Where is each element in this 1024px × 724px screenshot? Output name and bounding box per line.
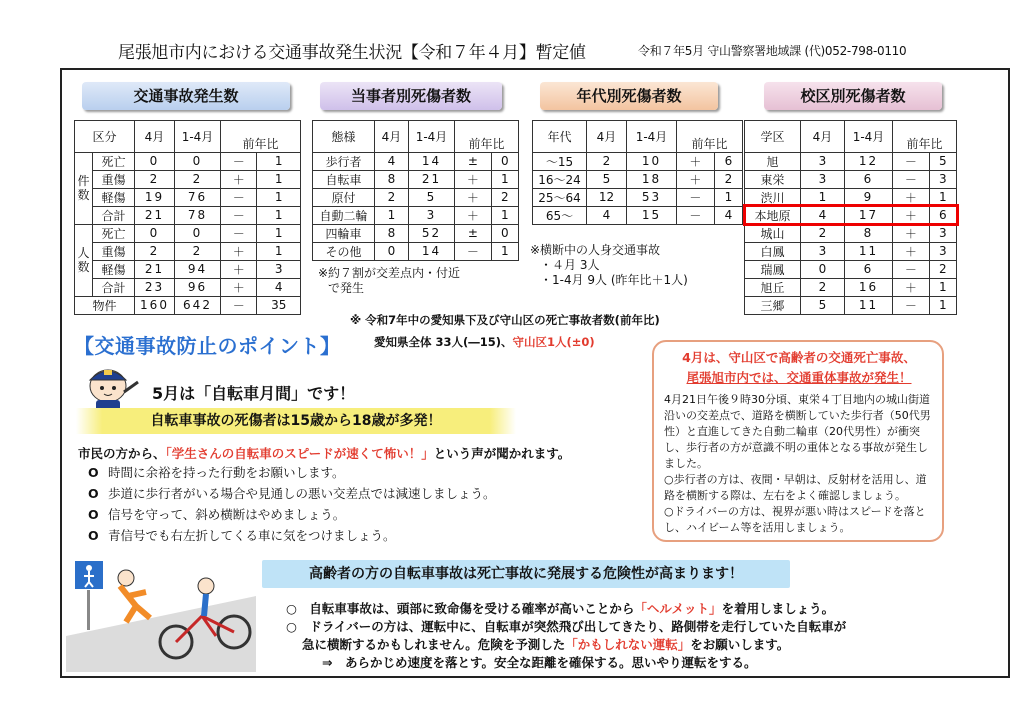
list-item	[286, 618, 846, 636]
table-cell: ＋	[455, 188, 492, 206]
table-cell: 642	[175, 296, 221, 314]
table-cell: 城山	[745, 224, 801, 242]
table-cell: 前年比	[455, 135, 519, 153]
table-cell: 12	[845, 152, 893, 170]
table-cell: 三郷	[745, 296, 801, 314]
table-cell: ＋	[455, 170, 492, 188]
table-cell: 19	[135, 188, 175, 206]
table-cell: 3	[801, 170, 845, 188]
table-cell: 10	[627, 152, 677, 170]
table-cell: 53	[627, 188, 677, 206]
table-cell: 78	[175, 206, 221, 224]
table-cell: 52	[409, 224, 455, 242]
table-cell: 死亡	[93, 152, 135, 170]
table-cell: －	[221, 224, 257, 242]
table-row	[745, 224, 957, 242]
table-cell: 白鳳	[745, 242, 801, 260]
table-cell: 8	[845, 224, 893, 242]
list-item	[88, 525, 496, 546]
table-row	[745, 170, 957, 188]
table-row	[533, 188, 743, 206]
table-cell: 2	[929, 260, 956, 278]
table-cell: －	[221, 206, 257, 224]
table-cell: 東栄	[745, 170, 801, 188]
table-cell: 6	[845, 170, 893, 188]
table-row	[75, 278, 301, 296]
table-row	[75, 296, 301, 314]
table-cell: 軽傷	[93, 188, 135, 206]
table-cell: 2	[714, 170, 742, 188]
table-row	[313, 242, 519, 260]
table-row	[533, 206, 743, 224]
table-cell: 1-4月	[409, 121, 455, 153]
table-cell: ＋	[893, 278, 930, 296]
table-cell: 35	[257, 296, 301, 314]
prevention-heading: 【交通事故防止のポイント】	[74, 334, 341, 358]
table-cell: －	[677, 206, 715, 224]
table-cell: －	[893, 260, 930, 278]
table-cell: 瑞鳳	[745, 260, 801, 278]
list-item	[286, 636, 846, 654]
list-item-text: 歩道に歩行者がいる場合や見通しの悪い交差点では減速しましょう。	[108, 486, 496, 501]
incident-body: 4月21日午後９時30分頃、東栄４丁目地内の城山街道沿いの交差点で、道路を横断していた歩行者（50代男性）と直進してきた自動二輪車（20代男性）が衝突し、歩行者の方が意識不明の重体となる事故が発生しました。 ○歩行者の方は、夜間・早朝は、反射材を活用し、道路を横断する際は、左右をよく確認しましょう。 ○ドライバーの方は、視界が悪い時はスピードを落とし、ハイビーム等を活用しましょう。	[664, 393, 931, 534]
table-cell: －	[677, 188, 715, 206]
table-cell	[677, 121, 743, 135]
table-row	[745, 242, 957, 260]
table-cell: 11	[845, 242, 893, 260]
table-cell: 3	[929, 170, 956, 188]
incident-info-box	[652, 340, 944, 542]
list-item	[88, 504, 496, 525]
table-cell: 5	[587, 170, 627, 188]
table-cell: 4月	[375, 121, 409, 153]
table-row	[313, 152, 519, 170]
table-cell: 14	[409, 152, 455, 170]
age-table	[532, 120, 743, 225]
table-cell: 16～24	[533, 170, 587, 188]
table-row	[313, 206, 519, 224]
table-cell: 3	[257, 260, 301, 278]
table-cell: 区分	[75, 121, 135, 153]
table-cell: ±	[455, 224, 492, 242]
table-row	[75, 170, 301, 188]
table-cell: ＋	[455, 206, 492, 224]
table-row	[533, 170, 743, 188]
table-cell: 0	[491, 152, 518, 170]
table-cell: －	[221, 296, 257, 314]
table-cell: 4	[801, 206, 845, 224]
table-cell: 3	[929, 242, 956, 260]
table-cell: 原付	[313, 188, 375, 206]
party-note-2: で発生	[328, 281, 365, 295]
table-row	[745, 278, 957, 296]
bicycle-accident-illustration	[66, 556, 256, 672]
table-cell: ～15	[533, 152, 587, 170]
death-moriyama: 守山区1人(±0)	[512, 335, 595, 349]
table-cell: 態様	[313, 121, 375, 153]
accident-count-table	[74, 120, 301, 315]
table-cell: 5	[929, 152, 956, 170]
table-cell: 1	[491, 242, 518, 260]
table-cell: 76	[175, 188, 221, 206]
table-cell: 8	[375, 224, 409, 242]
table-cell: 3	[801, 242, 845, 260]
table-cell: 5	[409, 188, 455, 206]
list-item-text: を着用しましょう。	[721, 601, 835, 616]
page-title: 尾張旭市内における交通事故発生状況【令和７年４月】暫定値	[118, 43, 586, 63]
list-item	[286, 600, 846, 618]
table-cell: 歩行者	[313, 152, 375, 170]
table-cell: 1	[929, 188, 956, 206]
table-cell: 0	[375, 242, 409, 260]
table-cell: 14	[409, 242, 455, 260]
table-cell: その他	[313, 242, 375, 260]
table-cell: 件数	[75, 152, 93, 224]
age-note-1: ※横断中の人身交通事故	[530, 243, 661, 257]
table-cell: 0	[175, 152, 221, 170]
school-table	[744, 120, 957, 315]
party-table	[312, 120, 519, 261]
citizen-voice: 市民の方から、「学生さんの自転車のスピードが速くて怖い！」という声が聞かれます。	[78, 446, 571, 461]
table-cell: ＋	[677, 170, 715, 188]
table-cell: 1	[375, 206, 409, 224]
table-cell: ±	[455, 152, 492, 170]
table-cell: 2	[491, 188, 518, 206]
table-cell: 1	[714, 188, 742, 206]
table-row	[745, 152, 957, 170]
table-cell: 前年比	[221, 135, 301, 153]
table-cell: 160	[135, 296, 175, 314]
list-item-text: ○ 自転車事故は、頭部に致命傷を受ける確率が高いことから	[286, 601, 635, 616]
table-cell: 旭丘	[745, 278, 801, 296]
table-row	[75, 260, 301, 278]
table-cell: ＋	[893, 188, 930, 206]
table-cell: 17	[845, 206, 893, 224]
table-cell: 3	[801, 152, 845, 170]
list-item-text: 青信号でも右左折してくる車に気をつけましょう。	[108, 528, 396, 543]
table-cell: －	[221, 152, 257, 170]
death-aichi: 愛知県全体 33人(―15)、	[374, 335, 513, 349]
table-cell: 21	[409, 170, 455, 188]
death-note: ※ 令和7年中の愛知県下及び守山区の死亡事故者数(前年比)	[350, 313, 660, 327]
elderly-banner: 高齢者の方の自転車事故は死亡事故に発展する危険性が高まります！	[262, 560, 790, 588]
table-cell: 旭	[745, 152, 801, 170]
table-cell: 前年比	[893, 135, 957, 153]
table-cell: 1	[929, 296, 956, 314]
table-row	[313, 170, 519, 188]
table-cell: 軽傷	[93, 260, 135, 278]
header-accidents: 交通事故発生数	[82, 82, 290, 110]
table-row	[75, 242, 301, 260]
table-cell: ＋	[893, 206, 930, 224]
header-party: 当事者別死傷者数	[320, 82, 502, 110]
table-cell: ＋	[221, 170, 257, 188]
table-cell: ＋	[221, 260, 257, 278]
table-cell: 11	[845, 296, 893, 314]
age-note-2: ・４月 3人	[540, 258, 600, 272]
age-note-3: ・1-4月 9人 (昨年比＋1人)	[540, 273, 688, 287]
table-cell: 死亡	[93, 224, 135, 242]
table-row	[745, 188, 957, 206]
header-school: 校区別死傷者数	[764, 82, 942, 110]
table-cell: 4	[375, 152, 409, 170]
table-cell: －	[893, 296, 930, 314]
table-cell: －	[455, 242, 492, 260]
table-row	[75, 224, 301, 242]
table-cell: 前年比	[677, 135, 743, 153]
table-cell: 1	[929, 278, 956, 296]
table-cell: －	[221, 188, 257, 206]
table-row	[313, 224, 519, 242]
tips-list	[88, 462, 496, 546]
table-cell	[455, 121, 519, 135]
list-item	[88, 462, 496, 483]
table-cell: 1	[801, 188, 845, 206]
table-cell: 1	[257, 152, 301, 170]
table-cell: 1	[491, 170, 518, 188]
incident-title: 4月は、守山区で高齢者の交通死亡事故、 尾張旭市内では、交通重体事故が発生！	[682, 350, 916, 385]
table-cell: 1	[257, 170, 301, 188]
table-cell: 重傷	[93, 242, 135, 260]
table-cell: 人数	[75, 224, 93, 296]
table-cell: ＋	[677, 152, 715, 170]
list-item-text: O	[88, 528, 99, 543]
table-cell	[893, 121, 957, 135]
table-cell: 1-4月	[627, 121, 677, 153]
table-cell: 4月	[801, 121, 845, 153]
table-cell: 2	[801, 278, 845, 296]
table-cell: ＋	[221, 242, 257, 260]
table-cell: 5	[801, 296, 845, 314]
table-cell: 96	[175, 278, 221, 296]
month-campaign: 5月は「自転車月間」です！	[152, 384, 356, 403]
table-cell: 重傷	[93, 170, 135, 188]
table-cell: 4	[587, 206, 627, 224]
list-item-text: 急に横断するかもしれません。危険を予測した	[302, 637, 566, 652]
list-item-text: をお願いします。	[690, 637, 790, 652]
table-cell: 1	[491, 206, 518, 224]
table-cell: 3	[929, 224, 956, 242]
party-note-1: ※約７割が交差点内・付近	[318, 266, 461, 280]
list-item-text: ○ ドライバーの方は、運転中に、自転車が突然飛び出してきたり、路側帯を走行していた自転車が	[286, 619, 847, 634]
list-item-text: 「ヘルメット」	[634, 601, 722, 616]
table-row-highlighted	[745, 206, 957, 224]
table-cell: 3	[409, 206, 455, 224]
table-cell: 4	[257, 278, 301, 296]
list-item-text: 時間に余裕を持った行動をお願いします。	[108, 465, 345, 480]
table-cell: 四輪車	[313, 224, 375, 242]
table-cell: 2	[135, 242, 175, 260]
table-cell: 年代	[533, 121, 587, 153]
list-item	[88, 483, 496, 504]
table-cell: －	[893, 170, 930, 188]
list-item-text: O	[88, 465, 99, 480]
table-row	[745, 296, 957, 314]
table-cell: 1	[257, 224, 301, 242]
table-cell: 25～64	[533, 188, 587, 206]
table-cell: －	[893, 152, 930, 170]
table-cell: 2	[135, 170, 175, 188]
table-cell: 0	[801, 260, 845, 278]
table-cell: 8	[375, 170, 409, 188]
list-item	[286, 654, 846, 672]
table-cell: 1	[257, 188, 301, 206]
table-cell: 2	[587, 152, 627, 170]
table-cell: 0	[491, 224, 518, 242]
table-cell: 6	[714, 152, 742, 170]
table-cell: 合計	[93, 206, 135, 224]
table-cell: 合計	[93, 278, 135, 296]
table-cell: 4月	[135, 121, 175, 153]
table-cell: 0	[135, 152, 175, 170]
table-cell: 21	[135, 206, 175, 224]
bicycle-banner: 自転車事故の死傷者は15歳から18歳が多発！	[76, 408, 516, 434]
table-row	[533, 152, 743, 170]
table-cell: 自動二輪	[313, 206, 375, 224]
table-cell: 渋川	[745, 188, 801, 206]
table-cell: 1	[257, 206, 301, 224]
table-cell: 1-4月	[845, 121, 893, 153]
table-row	[745, 260, 957, 278]
table-cell: 0	[175, 224, 221, 242]
table-cell: 9	[845, 188, 893, 206]
police-mascot-icon	[78, 362, 144, 414]
table-cell: 12	[587, 188, 627, 206]
elderly-list	[286, 600, 846, 672]
table-cell: 4月	[587, 121, 627, 153]
table-cell: 2	[801, 224, 845, 242]
office-contact: 令和７年5月 守山警察署地域課 (代)052-798-0110	[638, 44, 907, 58]
list-item-text: O	[88, 486, 99, 501]
list-item-text: ⇒ あらかじめ速度を落とす。安全な距離を確保する。思いやり運転をする。	[322, 655, 757, 670]
table-cell: 16	[845, 278, 893, 296]
table-cell: 21	[135, 260, 175, 278]
list-item-text: 「かもしれない運転」	[565, 637, 691, 652]
table-cell: 0	[135, 224, 175, 242]
table-cell: 94	[175, 260, 221, 278]
table-cell	[221, 121, 301, 135]
table-cell: ＋	[893, 242, 930, 260]
table-row	[75, 206, 301, 224]
table-row	[313, 188, 519, 206]
death-values	[374, 334, 595, 350]
table-cell: 6	[929, 206, 956, 224]
header-age: 年代別死傷者数	[540, 82, 718, 110]
list-item-text: O	[88, 507, 99, 522]
table-cell: 本地原	[745, 206, 801, 224]
table-cell: 2	[175, 242, 221, 260]
table-cell: 2	[175, 170, 221, 188]
table-cell: 2	[375, 188, 409, 206]
table-cell: 6	[845, 260, 893, 278]
table-cell: 1	[257, 242, 301, 260]
table-cell: 4	[714, 206, 742, 224]
table-cell: 65～	[533, 206, 587, 224]
table-cell: 物件	[75, 296, 135, 314]
table-cell: 自転車	[313, 170, 375, 188]
table-cell: 23	[135, 278, 175, 296]
table-row	[75, 152, 301, 170]
table-cell: ＋	[221, 278, 257, 296]
table-cell: 18	[627, 170, 677, 188]
table-row	[75, 188, 301, 206]
table-cell: ＋	[893, 224, 930, 242]
list-item-text: 信号を守って、斜め横断はやめましょう。	[108, 507, 346, 522]
table-cell: 学区	[745, 121, 801, 153]
table-cell: 1-4月	[175, 121, 221, 153]
table-cell: 15	[627, 206, 677, 224]
